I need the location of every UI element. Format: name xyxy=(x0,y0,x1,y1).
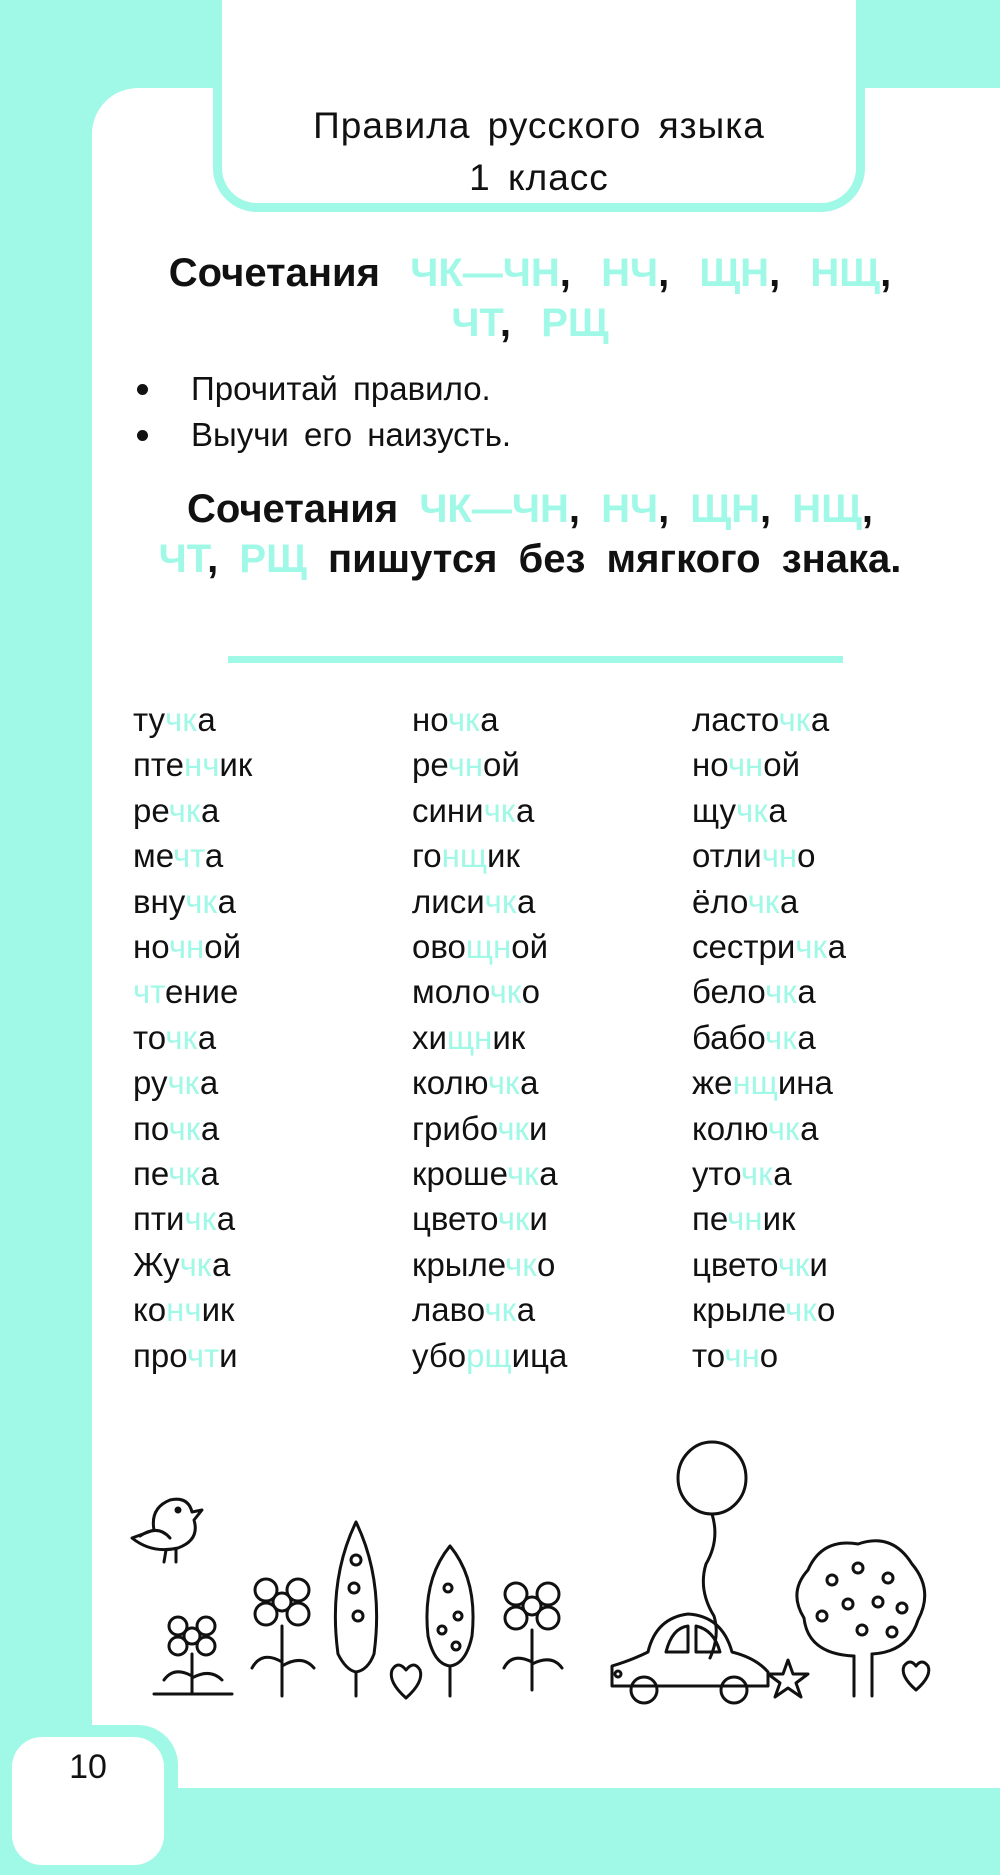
word-part: бабо xyxy=(692,1018,766,1056)
word-item xyxy=(412,833,567,878)
rule-statement: Сочетания ЧК—ЧН, НЧ, ЩН, НЩ, ЧТ, РЩ пишутся без мягкого знака. xyxy=(158,487,902,581)
word-part: о xyxy=(817,1291,836,1329)
word-combo: чк xyxy=(483,791,516,829)
word-combo: чн xyxy=(724,1336,760,1374)
word-part: а xyxy=(516,882,536,920)
word-item xyxy=(133,879,252,924)
word-combo: чн xyxy=(761,837,798,875)
word-part: ту xyxy=(133,701,165,738)
word-part: а xyxy=(773,1155,792,1193)
word-combo: нч xyxy=(183,746,220,784)
word-part: а xyxy=(204,837,224,875)
word-part: ово xyxy=(412,928,466,966)
word-combo: чк xyxy=(179,1245,212,1283)
word-combo: чн xyxy=(727,1200,763,1238)
rule-tail: пишутся без мягкого знака. xyxy=(327,537,902,581)
word-part: уто xyxy=(692,1155,741,1193)
word-item xyxy=(692,1287,846,1332)
word-part: цвето xyxy=(692,1245,778,1283)
word-part: ру xyxy=(133,1064,168,1102)
rule-combo: НЧ xyxy=(601,487,659,531)
tree-icon xyxy=(797,1541,925,1696)
word-part: о xyxy=(759,1336,779,1374)
word-combo: чк xyxy=(505,1245,538,1283)
word-combo: чк xyxy=(168,1109,201,1147)
word-part: го xyxy=(412,837,442,875)
word-combo: щн xyxy=(446,1018,493,1056)
word-part: ение xyxy=(164,973,239,1011)
title-combo: РЩ xyxy=(541,301,609,345)
word-part: ёло xyxy=(692,882,748,920)
bird-icon xyxy=(132,1499,202,1562)
instruction-item: Прочитай правило. xyxy=(133,366,511,412)
word-part: и xyxy=(529,1109,548,1147)
word-part: ина xyxy=(777,1064,833,1102)
word-part: пте xyxy=(133,746,184,784)
star-icon xyxy=(768,1660,808,1697)
word-item xyxy=(412,697,567,742)
word-item xyxy=(133,1106,252,1151)
word-part: кроше xyxy=(412,1155,507,1193)
word-part: убо xyxy=(412,1336,467,1374)
word-item xyxy=(133,1242,252,1287)
word-combo: чк xyxy=(795,928,828,966)
word-part: и xyxy=(529,1200,548,1238)
book-header xyxy=(213,100,865,204)
word-column-3 xyxy=(692,697,846,1378)
word-part: пе xyxy=(692,1200,728,1238)
word-part: ме xyxy=(133,837,173,875)
word-item xyxy=(412,1015,567,1060)
instruction-list xyxy=(133,366,511,458)
word-part: а xyxy=(516,1291,536,1329)
word-combo: чк xyxy=(778,701,811,738)
word-combo: рщ xyxy=(466,1336,512,1374)
rule-combo: ЧТ xyxy=(158,537,208,581)
word-part: то xyxy=(692,1336,725,1374)
word-part: а xyxy=(200,1109,220,1147)
title-combo: ЧК—ЧН xyxy=(410,251,560,295)
word-combo: чк xyxy=(447,701,481,738)
word-combo: чт xyxy=(133,973,165,1011)
word-part: то xyxy=(133,1018,166,1056)
word-part: а xyxy=(200,1155,219,1193)
word-item xyxy=(412,1242,567,1287)
word-item xyxy=(692,924,846,969)
word-column-2 xyxy=(412,697,567,1378)
tree-icon xyxy=(335,1522,376,1696)
word-part: сини xyxy=(412,791,484,829)
word-combo: чк xyxy=(168,791,201,829)
word-item xyxy=(692,1106,846,1151)
word-item xyxy=(412,1106,567,1151)
word-part: а xyxy=(800,1109,819,1147)
word-part: а xyxy=(197,1018,217,1056)
rule-word: Сочетания xyxy=(187,487,399,531)
word-part: отли xyxy=(692,837,762,875)
word-item xyxy=(133,697,252,742)
word-item xyxy=(133,1333,252,1378)
word-item xyxy=(412,742,567,787)
word-combo: чн xyxy=(168,928,205,966)
word-item xyxy=(133,1015,252,1060)
word-item xyxy=(133,1151,252,1196)
word-part: колю xyxy=(692,1109,768,1147)
word-combo: нч xyxy=(166,1291,202,1329)
word-combo: чк xyxy=(747,882,780,920)
word-item xyxy=(133,1287,252,1332)
word-part: про xyxy=(133,1336,187,1374)
word-item xyxy=(692,879,846,924)
word-part: лиси xyxy=(412,882,485,920)
book-grade: 1 класс xyxy=(469,157,609,198)
word-part: а xyxy=(768,791,787,829)
word-item xyxy=(692,788,846,833)
word-column-1 xyxy=(133,697,252,1378)
word-part: Жу xyxy=(133,1245,180,1283)
word-item xyxy=(412,1287,567,1332)
section-title: Сочетания ЧК—ЧН, НЧ, ЩН, НЩ, ЧТ, РЩ xyxy=(168,251,892,345)
word-combo: чк xyxy=(506,1155,540,1193)
word-item xyxy=(133,1196,252,1241)
word-part: грибо xyxy=(412,1109,498,1147)
word-combo: чн xyxy=(727,746,764,784)
word-part: ик xyxy=(219,746,253,784)
word-combo: чк xyxy=(740,1155,774,1193)
word-part: ик xyxy=(201,1291,235,1329)
word-part: колю xyxy=(412,1064,488,1102)
word-combo: нщ xyxy=(441,837,488,875)
word-part: ласто xyxy=(692,701,779,738)
word-combo: чк xyxy=(165,701,198,738)
word-part: щу xyxy=(692,791,737,829)
word-combo: чк xyxy=(497,1200,530,1238)
word-part: о xyxy=(521,973,540,1011)
rule-combo: РЩ xyxy=(239,537,307,581)
word-part: а xyxy=(827,928,846,966)
word-item xyxy=(133,969,252,1014)
word-combo: чк xyxy=(767,1109,801,1147)
word-item xyxy=(412,879,567,924)
word-part: ица xyxy=(511,1336,568,1374)
word-item xyxy=(692,1196,846,1241)
word-combo: чк xyxy=(489,973,522,1011)
word-part: а xyxy=(199,1064,219,1102)
word-combo: чк xyxy=(185,882,218,920)
title-combo: ЩН xyxy=(699,251,770,295)
word-part: а xyxy=(779,882,799,920)
word-combo: чк xyxy=(777,1245,810,1283)
word-item xyxy=(692,697,846,742)
word-part: хи xyxy=(412,1018,447,1056)
word-combo: чт xyxy=(186,1336,220,1374)
word-part: о xyxy=(797,837,816,875)
word-item xyxy=(412,1060,567,1105)
word-combo: чк xyxy=(487,1064,521,1102)
word-item xyxy=(692,742,846,787)
word-item xyxy=(692,1333,846,1378)
word-part: о xyxy=(537,1245,556,1283)
word-item xyxy=(133,1060,252,1105)
word-part: а xyxy=(480,701,499,738)
word-item xyxy=(692,1060,846,1105)
word-part: а xyxy=(797,973,816,1011)
word-part: но xyxy=(133,928,169,966)
word-item xyxy=(133,742,252,787)
flower-icon xyxy=(154,1617,232,1694)
word-part: ре xyxy=(133,791,169,829)
word-part: а xyxy=(216,1200,236,1238)
word-part: ой xyxy=(204,928,242,966)
flower-icon xyxy=(504,1583,562,1690)
word-part: моло xyxy=(412,973,490,1011)
title-combo: ЧТ xyxy=(451,301,500,345)
title-combo: НЩ xyxy=(810,251,881,295)
word-part: но xyxy=(692,746,728,784)
word-part: пе xyxy=(133,1155,169,1193)
title-word: Сочетания xyxy=(168,251,380,295)
page-number: 10 xyxy=(69,1748,107,1786)
flower-icon xyxy=(252,1579,314,1696)
word-combo: чк xyxy=(765,1018,798,1056)
rule-combo: ЩН xyxy=(690,487,760,531)
word-part: ой xyxy=(483,746,520,784)
word-combo: чк xyxy=(484,882,517,920)
word-part: ик xyxy=(762,1200,796,1238)
heart-icon xyxy=(903,1662,929,1690)
word-item xyxy=(692,833,846,878)
word-combo: чк xyxy=(165,1018,198,1056)
word-item xyxy=(412,969,567,1014)
doodle-illustrations xyxy=(92,1440,1000,1730)
word-combo: чк xyxy=(484,1291,517,1329)
word-part: ик xyxy=(487,837,520,875)
word-part: ик xyxy=(492,1018,526,1056)
word-item xyxy=(133,833,252,878)
word-combo: чк xyxy=(765,973,798,1011)
word-part: а xyxy=(515,791,535,829)
word-item xyxy=(133,788,252,833)
word-part: ой xyxy=(763,746,801,784)
word-part: а xyxy=(217,882,236,920)
word-item xyxy=(412,788,567,833)
word-item xyxy=(133,924,252,969)
word-part: пти xyxy=(133,1200,185,1238)
word-combo: чк xyxy=(167,1064,200,1102)
word-part: а xyxy=(539,1155,558,1193)
book-title: Правила русского языка xyxy=(313,105,765,146)
word-combo: чк xyxy=(168,1155,201,1193)
word-part: крыле xyxy=(692,1291,786,1329)
word-part: и xyxy=(809,1245,828,1283)
word-part: а xyxy=(200,791,220,829)
title-combo: НЧ xyxy=(601,251,659,295)
word-part: а xyxy=(197,701,216,738)
word-part: же xyxy=(692,1064,733,1102)
word-item xyxy=(412,1151,567,1196)
word-part: а xyxy=(211,1245,231,1283)
word-part: ре xyxy=(412,746,448,784)
word-combo: чк xyxy=(736,791,769,829)
car-icon xyxy=(612,1614,768,1703)
word-part: лаво xyxy=(412,1291,485,1329)
word-item xyxy=(692,1151,846,1196)
word-part: и xyxy=(219,1336,238,1374)
word-part: но xyxy=(412,701,448,738)
rule-combo: НЩ xyxy=(792,487,862,531)
word-item xyxy=(692,1015,846,1060)
word-combo: чт xyxy=(172,837,205,875)
word-item xyxy=(412,1333,567,1378)
instruction-item: Выучи его наизусть. xyxy=(133,412,511,458)
divider-line xyxy=(228,656,843,663)
word-combo: щн xyxy=(465,928,512,966)
word-combo: чн xyxy=(447,746,484,784)
word-part: а xyxy=(520,1064,539,1102)
word-item xyxy=(412,1196,567,1241)
word-part: бело xyxy=(692,973,766,1011)
word-part: сестри xyxy=(692,928,796,966)
word-part: ко xyxy=(133,1291,167,1329)
word-part: вну xyxy=(133,882,186,920)
word-combo: чк xyxy=(497,1109,529,1147)
word-combo: нщ xyxy=(732,1064,778,1102)
word-part: по xyxy=(133,1109,169,1147)
word-part: ой xyxy=(511,928,549,966)
word-combo: чк xyxy=(785,1291,818,1329)
word-part: цвето xyxy=(412,1200,498,1238)
heart-icon xyxy=(391,1665,420,1698)
tree-icon xyxy=(427,1546,473,1696)
word-part: крыле xyxy=(412,1245,506,1283)
word-combo: чк xyxy=(184,1200,217,1238)
word-part: а xyxy=(810,701,830,738)
word-part: а xyxy=(797,1018,816,1056)
word-item xyxy=(692,969,846,1014)
word-item xyxy=(412,924,567,969)
word-item xyxy=(692,1242,846,1287)
rule-combo: ЧК—ЧН xyxy=(419,487,569,531)
